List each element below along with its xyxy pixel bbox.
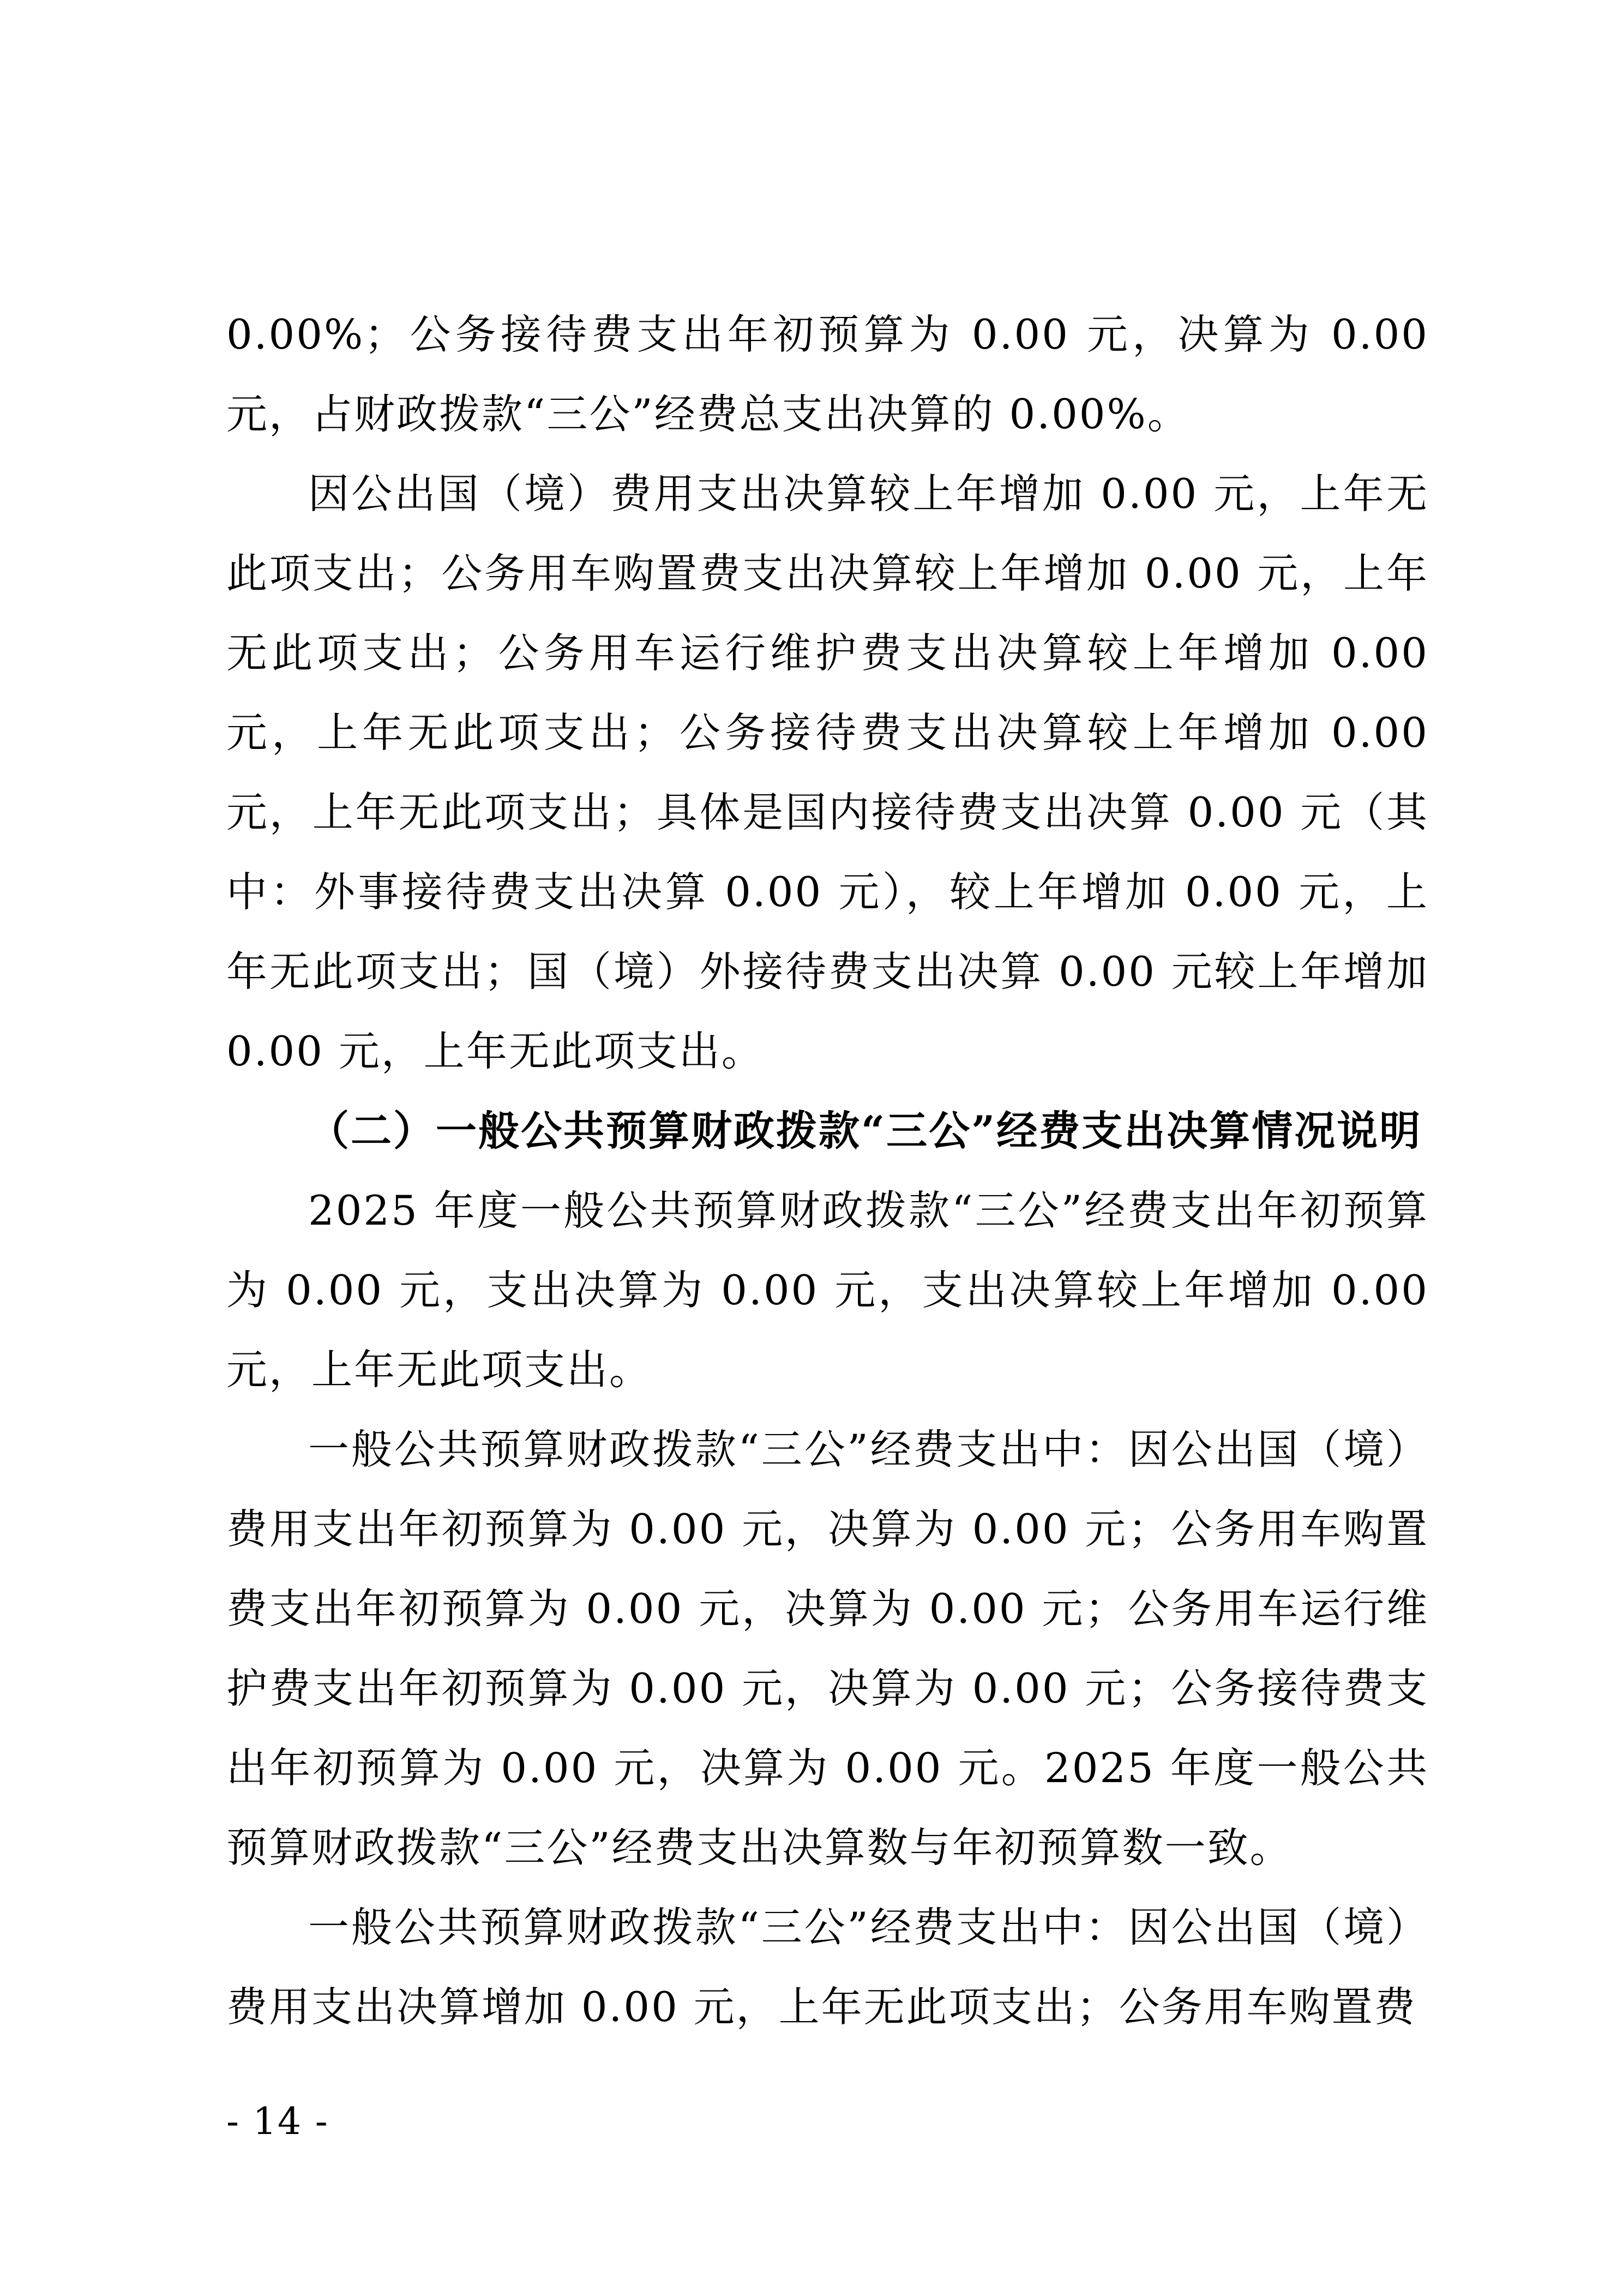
section-heading: （二）一般公共预算财政拨款“三公”经费支出决算情况说明 — [308, 1107, 1422, 1155]
paragraph-continuation: 0.00%；公务接待费支出年初预算为 0.00 元，决算为 0.00 元，占财政拨款“三公”经费总支出决算的 0.00%。 — [226, 310, 1429, 438]
body-text — [226, 295, 1429, 2047]
paragraph-expenditure-change: 一般公共预算财政拨款“三公”经费支出中：因公出国（境）费用支出决算增加 0.00 元，上年无此项支出；公务用车购置费 — [226, 1903, 1429, 2031]
page-number: - 14 - — [226, 2100, 329, 2143]
paragraph-annual-budget-summary: 2025 年度一般公共预算财政拨款“三公”经费支出年初预算为 0.00 元，支出决算为 0.00 元，支出决算较上年增加 0.00 元，上年无此项支出。 — [226, 1186, 1429, 1394]
paragraph-overseas-travel-comparison: 因公出国（境）费用支出决算较上年增加 0.00 元，上年无此项支出；公务用车购置费支出决算较上年增加 0.00 元，上年无此项支出；公务用车运行维护费支出决算较上年增加 0.00 元，上年无此项支出；公务接待费支出决算较上年增加 0.00 元，上年无此项支出；具体是国内接待费支出决算 0.00 元（其中：外事接待费支出决算 0.00 元），较上年增加 0.00 元，上年无此项支出；国（境）外接待费支出决算 0.00 元较上年增加 0.00 元，上年无此项支出。 — [226, 470, 1429, 1075]
paragraph-budget-breakdown: 一般公共预算财政拨款“三公”经费支出中：因公出国（境）费用支出年初预算为 0.00 元，决算为 0.00 元；公务用车购置费支出年初预算为 0.00 元，决算为 0.00 元；公务用车运行维护费支出年初预算为 0.00 元，决算为 0.00 元；公务接待费支出年初预算为 0.00 元，决算为 0.00 元。2025 年度一般公共预算财政拨款“三公”经费支出决算数与年初预算数一致。 — [226, 1425, 1429, 1872]
